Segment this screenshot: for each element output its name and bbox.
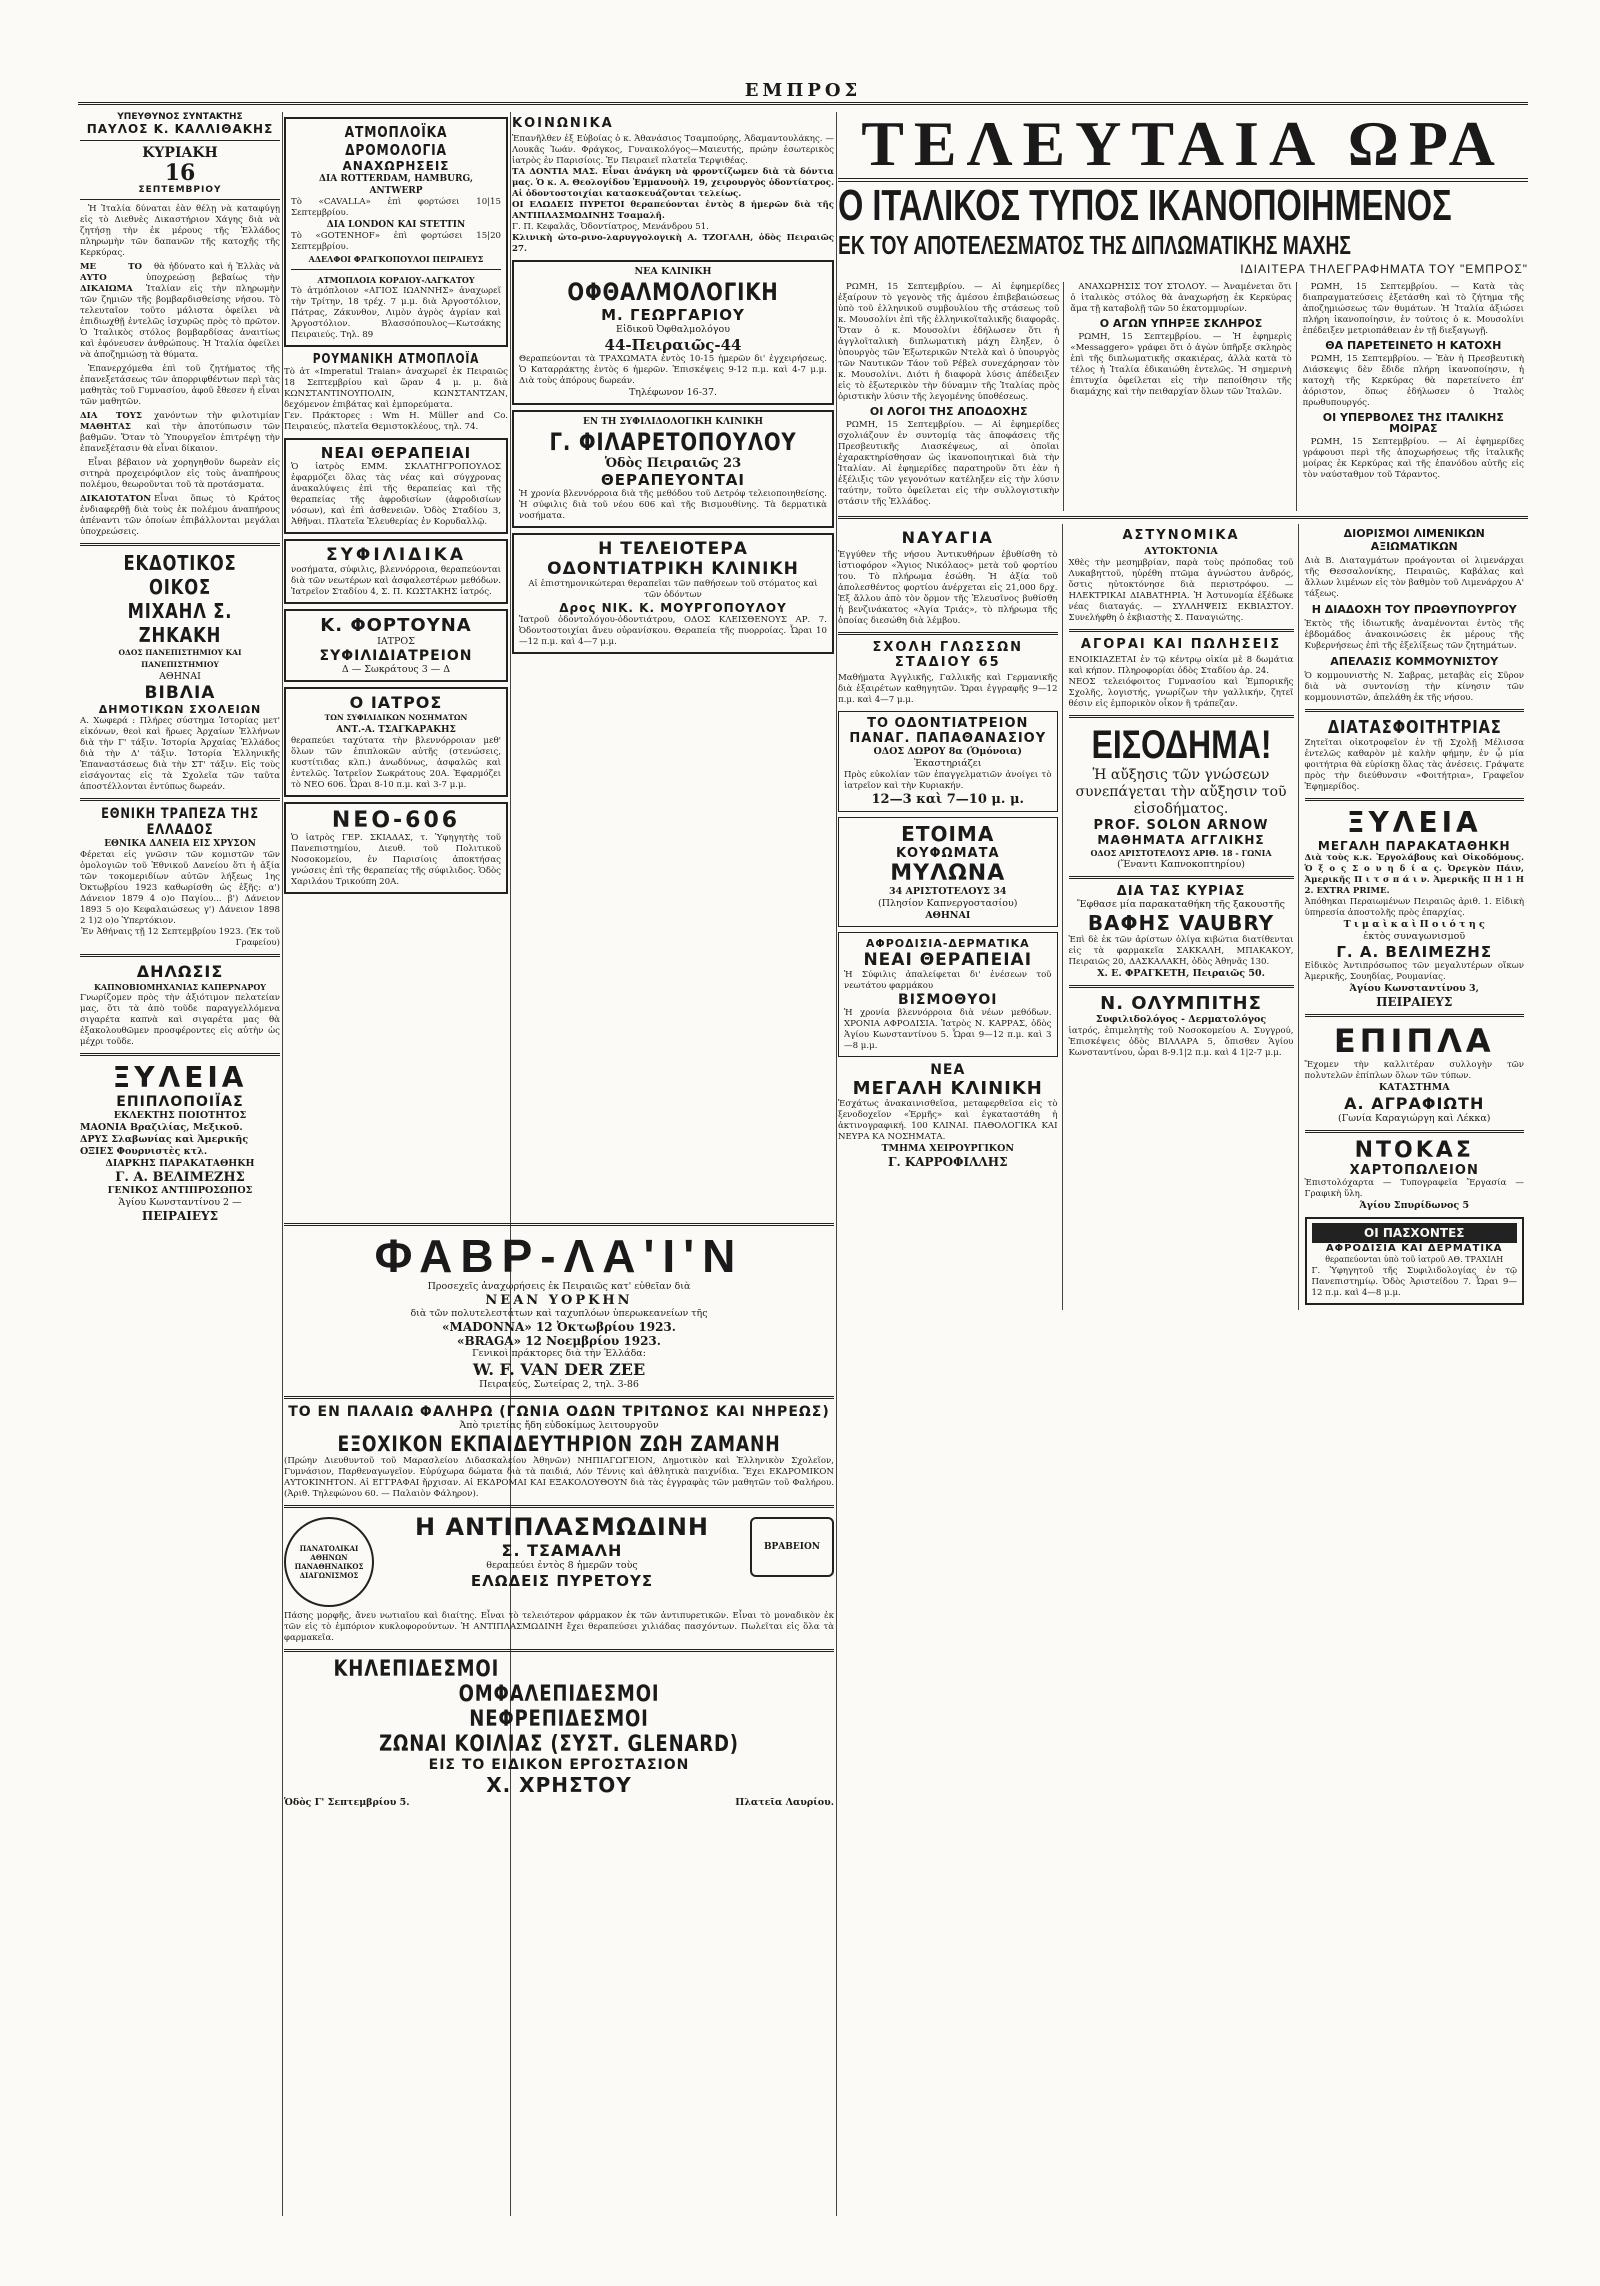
- wood-line: ΟΞΙΕΣ Φουρνιστὲς κτλ.: [80, 1146, 208, 1157]
- furniture-ad: [1305, 1022, 1525, 1125]
- editorial-paragraph: Εἶναι βέβαιον νὰ χορηγηθοῦν δωρεὰν εἰς σιτηρὰ προχειρόφιλον εἰς τοὺς ἀναπήρους πολέμου, θεωροῦνται τοῦ τὰ προτάσματα.: [80, 458, 280, 490]
- editorial-notes: [80, 204, 280, 538]
- neo606-body: Ὁ ἰατρὸς ΓΕΡ. ΣΚΙΑΔΑΣ, τ. Ὑφηγητὴς τοῦ Πανεπιστημίου, Διευθ. τοῦ Πολιτικοῦ Νοσοκομείου, ἐν Παρισίοις ἀποκτήσας γνώσεις ἐπὶ τῆς θεραπείας τῆς σύφιλιδος. Ὁδὸς Χαριλάου Τρικούπη 20Α.: [291, 833, 501, 887]
- dental-office-address: ΟΔΟΣ ΔΩΡΟΥ 8α (Ὁμόνοια): [873, 746, 1022, 757]
- main-headline: Ο ΙΤΑΛΙΚΟΣ ΤΥΠΟΣ ΙΚΑΝΟΠΟΙΗΜΕΝΟΣ: [838, 181, 1452, 230]
- editorial-paragraph: Ἐπανερχόμεθα ἐπὶ τοῦ ζητήματος τῆς ἐπανεξετάσεως τῶν ἀπορριφθέντων περὶ τὰς μαθητὰς τοῦ Γυμνασίου, ἀφοῦ ἔθεσεν ἡ εἶναι τῶν μαθητῶν.: [80, 364, 280, 407]
- fabre-line: διὰ τῶν πολυτελεστάτων καὶ ταχυπλόων ὑπερωκεανείων τῆς: [410, 1308, 708, 1319]
- social-item: ΤΑ ΔΟΝΤΙΑ ΜΑΣ. Εἶναι ἀνάγκη νὰ φροντίζωμεν διὰ τὰ δόντια μας. Ὁ κ. Α. Θεολογίδου Ἐμμανουὴλ 19, χειρουργὸς ὀδοντίατρος. Αἱ ὁδοντοστοιχίαι κατασκευάζονται τελείως.: [512, 167, 834, 199]
- glenard-line: ΖΩΝΑΙ ΚΟΙΛΙΑΣ (ΣΥΣΤ. GLENARD): [379, 1732, 739, 1757]
- shipping-title: ΑΤΜΟΠΛΟΪΚΑ ΔΡΟΜΟΛΟΓΙΑ: [344, 123, 448, 159]
- aphro-title: ΑΦΡΟΔΙΣΙΑ-ΔΕΡΜΑΤΙΚΑ: [865, 937, 1030, 950]
- dental-office-doctor: ΠΑΝΑΓ. ΠΑΠΑΘΑΝΑΣΙΟΥ: [849, 731, 1047, 746]
- vaubry-body: Ἐπὶ δὲ ἐκ τῶν ἀρίστων ὀλίγα κιβώτια διατίθενται εἰς τὰ φαρμακεῖα ΣΑΚΚΑΛΗ, ΜΠΑΚΑΚΟΥ, Πειραιῶς 20, ΔΑΣΚΑΛΑΚΗ, ὁδὸς Ἀθηνᾶς 130.: [1068, 935, 1294, 967]
- wood2-body: Ἀπόθηκαι Περαιωμένων Πειραιῶς ἀριθ. 1. Εἰδικὴ ὑπηρεσία ἀποστολῆς πρὸς ἐπαρχίας.: [1304, 897, 1524, 918]
- classifieds-title: ΑΓΟΡΑΙ ΚΑΙ ΠΩΛΗΣΕΙΣ: [1080, 637, 1282, 652]
- publisher-body: Α. Χωφερά : Πλήρες σύστημα Ἱστορίας μετ' εἰκόνων, θεοὶ καὶ ἥρωες Ἀρχαίων Ἑλλήνων διὰ τὴν Γ' τάξιν. Ἱστορία Ἀρχαίας Ἑλλάδος διὰ τὴν Δ' τάξιν. Ἱστορία Ἑλληνικῆς Ἐπαναστάσεως διὰ τὴν ΣΤ' τάξιν. Εἰς τοὺς εἰσάγοντας εἰς τὰ Σχολεῖα τῶν ταῦτα ἀποστέλλονται ἐντύπως δωρεάν.: [80, 716, 280, 792]
- ntokas-ad: [1305, 1138, 1525, 1212]
- dental-clinic-ad: [512, 533, 834, 654]
- publisher-city: ΑΘΗΝΑΙ: [159, 671, 201, 682]
- news-section-title: Ο ΑΓΩΝ ΥΠΗΡΞΕ ΣΚΛΗΡΟΣ: [1099, 317, 1263, 330]
- bank-title: ΕΘΝΙΚΗ ΤΡΑΠΕΖΑ ΤΗΣ ΕΛΛΑΔΟΣ: [101, 806, 259, 838]
- filaretou-address: Ὁδὸς Πειραιῶς 23: [604, 456, 742, 471]
- new-clinic-sub: ΤΜΗΜΑ ΧΕΙΡΟΥΡΓΙΚΟΝ: [881, 1143, 1015, 1154]
- publisher-ad: [80, 551, 280, 793]
- editor-box: [80, 112, 280, 200]
- aphro-body: Ἡ χρονία βλεννόρροια διὰ νέων μεθόδων. ΧΡΟΝΙΑ ΑΦΡΟΔΙΣΙΑ. Ἰατρὸς Ν. ΚΑΡΡΑΣ, ὁδὸς Ἀγίου Κωνσταντίνου 5. Ὧραι 9—12 π.μ. καὶ 3—8 μ.μ.: [844, 1008, 1052, 1051]
- doctor-subtitle: ΤΩΝ ΣΥΦΙΛΙΔΙΚΩΝ ΝΟΣΗΜΑΤΩΝ: [324, 713, 468, 722]
- ntokas-address: Ἁγίου Σπυρίδωνος 5: [1359, 1200, 1470, 1211]
- vaubry-pre: ΔΙΑ ΤΑΣ ΚΥΡΙΑΣ: [1116, 884, 1246, 899]
- ready-frames-ad: [838, 817, 1058, 927]
- glenard-line: ΟΜΦΑΛΕΠΙΔΕΣΜΟΙ: [458, 1682, 660, 1707]
- declaration-title: ΔΗΛΩΣΙΣ: [136, 962, 224, 981]
- filaretou-title: Γ. ΦΙΛΑΡΕΤΟΠΟΥΛΟΥ: [549, 428, 797, 456]
- news-paragraph: ΡΩΜΗ, 15 Σεπτεμβρίου. — Αἱ ἐφημερίδες ἐξαίρουν τὸ γεγονὸς τῆς ἀμέσου ἐπιβεβαιώσεως ὑπὸ τοῦ ἐλληνικοῦ συμβουλίου τῆς στάσεως τοῦ κ. Μουσολίνι ἐπὶ τῆς ἐλληνικοϊταλικῆς διαφορᾶς. Ὅταν ὁ κ. Μουσολίνι ἐδήλωσεν ὅτι ἡ ἀγγλοϊταλικὴ διπλωματικὴ μάχη ἔληξεν, ὁ ὑπουργὸς τῶν Ἐξωτερικῶν Ντελὰ καὶ ὁ ὑπουργὸς τῶν Ναυτικῶν Τάον τοῦ Ρέβελ συνεχάρησαν τὸν κ. Μουσολίνι. Διότι ἡ διαφορὰ λύσις ἀπέδειξεν εἰς τὸ ἐξωτερικὸν τὴν δύναμιν τῆς Ἰταλίας πρὸς ὁριστικὴν λύσιν τῆς λεγομένης ὑποθέσεως.: [838, 282, 1060, 402]
- student-board-title: ΔΙΑΤΑΣΦΟΙΤΗΤΡΙΑΣ: [1327, 717, 1502, 738]
- appointments-body: Ὁ κομμουνιστὴς Ν. Σαβρας, μεταβὰς εἰς Σῦρον διὰ νὰ συντονίσῃ τὴν κίνησιν τῶν κομμουνιστῶν, ἀπελάθη ἐκ τῆς νήσου.: [1304, 671, 1524, 703]
- glenard-square: Πλατεῖα Λαυρίου.: [735, 1797, 834, 1808]
- month-name: ΣΕΠΤΕΜΒΡΙΟΥ: [138, 185, 222, 195]
- dental-office-title: ΤΟ ΟΔΟΝΤΙΑΤΡΕΙΟΝ: [867, 716, 1029, 731]
- new-clinic-body: Ἐσχάτως ἀνακαινισθεῖσα, μεταφερθεῖσα εἰς τὸ ξενοδοχεῖον «Ἑρμῆς» καὶ ἐγκαταστάθη ἡ ἀκτινογραφική. 100 ΚΛΙΝΑΙ. ΠΑΘΟΛΟΓΙΚΑ ΚΑΙ ΝΕΥΡΑ ΚΑ ΝΟΣΗΜΑΤΑ.: [838, 1099, 1058, 1142]
- column-rule: [836, 112, 837, 2216]
- glenard-address: Ὁδὸς Γ' Σεπτεμβρίου 5.: [284, 1797, 410, 1808]
- masthead: [78, 80, 1528, 105]
- responsible-label: ΥΠΕΥΘΥΝΟΣ ΣΥΝΤΑΚΤΗΣ: [117, 112, 243, 122]
- news-section-title: ΟΙ ΥΠΕΡΒΟΛΕΣ ΤΗΣ ΙΤΑΛΙΚΗΣ ΜΟΙΡΑΣ: [1322, 411, 1504, 435]
- syphilis-title: ΣΥΦΙΛΙΔΙΚΑ: [326, 545, 466, 565]
- declaration-subtitle: ΚΑΠΝΟΒΙΟΜΗΧΑΝΙΑΣ ΚΑΠΕΡΝΑΡΟΥ: [93, 982, 267, 992]
- romanian-agent: Γεν. Πράκτορες : Wm H. Müller and Co. Πειραιεύς, πλατεῖα Θεμιστοκλέους, τηλ. 74.: [284, 411, 508, 432]
- eye-clinic-doctor: Μ. ΓΕΩΡΓΑΡΙΟΥ: [601, 306, 745, 324]
- new-clinic-title: ΜΕΓΑΛΗ ΚΛΙΝΙΚΗ: [852, 1078, 1043, 1099]
- news-paragraph: ΡΩΜΗ, 15 Σεπτεμβρίου. — Κατὰ τὰς διαπραγματεύσεις ἐξετάσθη καὶ τὸ ζήτημα τῆς ἀποζημιώσεως τῶν θυμάτων. Ἡ Ἰταλία ἀξιώσει πλήρη ἱκανοποίησιν, ἐν τούτοις ὁ κ. Μουσολίνι ἐπέδειξεν μετριοπάθειαν ἐν τῇ διεξαγωγῇ.: [1302, 282, 1524, 336]
- shipping-route: ΔΙΑ ROTTERDAM, HAMBURG, ANTWERP: [319, 174, 473, 196]
- shipping-route: ΔΙΑ LONDON ΚΑΙ STETTIN: [326, 220, 466, 230]
- filaretou-pre: ΕΝ ΤΗ ΣΥΦΙΛΙΔΟΛΟΓΙΚΗ ΚΛΙΝΙΚΗ: [582, 417, 764, 427]
- wood2-body: Διὰ τοὺς κ.κ. Ἐργολάβους καὶ Οἰκοδόμους. Ὁ ξ ο ς Σ ο υ η δ ί α ς. Ὀρεγκὸν Πάιν, Ἀμερικῆς Π ι τ σ π ά ι ν. Ἀμερικῆς ΙΙ Η 1 Η 2. EXTRA PRIME.: [1304, 853, 1524, 896]
- bank-signature: Ἐν Ἀθήναις τῇ 12 Σεπτεμβρίου 1923. (Ἐκ τοῦ Γραφείου): [81, 927, 280, 948]
- dental-subtitle: Αἱ ἐπιστημονικώτεραι θεραπεῖαι τῶν παθήσεων τοῦ στόματος καὶ τῶν ὀδόντων: [528, 579, 818, 600]
- zamani-body: (Πρώην Διευθυντοῦ τοῦ Μαρασλείου Διδασκαλείου Ἀθηνῶν) ΝΗΠΙΑΓΩΓΕΙΟΝ, Δημοτικὸν καὶ Ἑλληνικὸν Σχολεῖον, Γυμνάσιον, Παρθεναγωγεῖον. Εὐρύχωρα δώματα διὰ τὰ παιδιά, Λόν Τέννις καὶ ἀθλητικὰ παιχνίδια. Ἔχει ΕΚΔΡΟΜΙΚΟΝ ΑΥΤΟΚΙΝΗΤΟΝ. Αἱ ΕΓΓΡΑΦΑΙ ἤρχισαν. Αἱ ΕΚΔΡΟΜΑΙ ΚΑΙ ΕΞΑΚΟΛΟΥΘΟΥΝ διὰ τὰς ἐγγραφὰς τῶν μαθητῶν τοῦ Φαλήρου. (Ἀριθ. Τηλεφώνου 60. — Παλαιὸν Φάληρον).: [284, 1456, 834, 1499]
- filaretou-ad: [512, 410, 834, 528]
- ready-city: ΑΘΗΝΑΙ: [925, 910, 971, 921]
- doctor-body: θεραπεύει ταχύτατα τὴν βλεννόρροιαν μεθ' ὅλων τῶν ἐπιπλοκῶν αὐτῆς (στενώσεις, κυστίτιδας κλπ.) ἀνωδύνως, ἀσφαλῶς καὶ ἐντελῶς. Ἰατρεῖον Σωκράτους 20Α. Ἐφαρμόζει τὸ ΝΕΟ 606. Ὧραι 8-10 π.μ. καὶ 3-7 μ.μ.: [291, 736, 501, 790]
- neo606-ad: [284, 802, 508, 894]
- income-address2: (Ἔναντι Καπνοκοπτηρίου): [1117, 859, 1245, 870]
- vaubry-sign: Χ. Ε. ΦΡΑΓΚΕΤΗ, Πειραιῶς 50.: [1097, 968, 1265, 979]
- syphilis-ad: [284, 539, 508, 604]
- syphilis-body: νοσήματα, σύφιλις, βλεννόρροια, θεραπεύονται διὰ τῶν νεωτέρων καὶ ἀσφαλεστέρων μεθόδων. Ἰατρεῖον Σταδίου 4, Σ. Π. ΚΩΣΤΑΚΗΣ ἰατρός.: [291, 565, 501, 597]
- wood2-note: ἐκτὸς συναγωνισμοῦ: [1363, 931, 1466, 942]
- wood-line: ΜΑΟΝΙΑ Βραζιλίας, Μεξικοῦ.: [80, 1122, 243, 1133]
- side-heading: ΜΕ ΤΟ ΑΥΤΟ ΔΙΚΑΙΩΜΑ: [80, 262, 142, 294]
- appointments-title: ΔΙΟΡΙΣΜΟΙ ΛΙΜΕΝΙΚΩΝ ΑΞΙΩΜΑΤΙΚΩΝ: [1343, 527, 1485, 553]
- ntokas-title: ΝΤΟΚΑΣ: [1354, 1138, 1474, 1163]
- wood-owner: Γ. Α. ΒΕΛΙΜΕΖΗΣ: [115, 1170, 245, 1185]
- news-paragraph: ΑΝΑΧΩΡΗΣΙΣ ΤΟΥ ΣΤΟΛΟΥ. — Ἀναμένεται ὅτι ὁ ἰταλικὸς στόλος θὰ ἀναχωρήσῃ ἐκ Κερκύρας ἅμα τῇ καταβολῇ τῶν 50 ἑκατομμυρίων.: [1070, 282, 1292, 314]
- news-columns: [838, 282, 1528, 511]
- news-section-title: ΟΙ ΛΟΓΟΙ ΤΗΣ ΑΠΟΔΟΧΗΣ: [869, 405, 1028, 418]
- furniture-body: Ἔχομεν τὴν καλλιτέραν συλλογὴν τῶν πολυτελῶν ἐπίπλων ὅλων τῶν τύπων.: [1304, 1060, 1524, 1081]
- dental-office-ad: [838, 711, 1058, 812]
- dental-office-sub: Ἐκαστηριάζει: [914, 758, 982, 769]
- aphrodisia-ad: [838, 932, 1058, 1057]
- wood-line: ΔΡΥΣ Σλαβωνίας καὶ Ἀμερικῆς: [80, 1134, 249, 1145]
- column-2: [284, 112, 508, 2216]
- fortouna-role: ΙΑΤΡΟΣ: [377, 636, 415, 647]
- furniture-sub: ΚΑΤΑΣΤΗΜΑ: [1378, 1082, 1450, 1093]
- aphro-drug: ΒΙΣΜΟΘΥΟΙ: [898, 992, 998, 1008]
- wood-market-ad: [1305, 806, 1525, 1009]
- fabre-line: Προσεχεῖς ἀναχωρήσεις ἐκ Πειραιῶς κατ' εὐθεῖαν διὰ: [427, 1281, 691, 1292]
- social-item: Γ. Π. Κεφαλᾶς, Ὀδοντίατρος, Μενάνδρου 51.: [512, 222, 709, 232]
- glenard-line: ΝΕΦΡΕΠΙΔΕΣΜΟΙ: [469, 1707, 649, 1732]
- column-1: [80, 112, 280, 2216]
- dental-office-body: Πρὸς εὐκολίαν τῶν ἐπαγγελματιῶν ἀνοίγει τὸ ἰατρεῖον καὶ τὴν Κυριακήν.: [844, 770, 1052, 791]
- dental-office-hours: 12—3 καὶ 7—10 μ. μ.: [871, 792, 1024, 807]
- ready-address: 34 ΑΡΙΣΤΟΤΕΛΟΥΣ 34: [888, 886, 1007, 897]
- column-rule: [510, 112, 511, 2216]
- award-seal-icon: [284, 1517, 374, 1607]
- wood2-price: Τ ι μ α ὶ κ α ὶ Π ο ι ό τ η ς: [1343, 919, 1485, 930]
- eye-clinic-title: ΟΦΘΑΛΜΟΛΟΓΙΚΗ: [567, 278, 779, 306]
- wood2-title: ΞΥΛΕΙΑ: [1346, 806, 1482, 839]
- ready-title: ΕΤΟΙΜΑ: [901, 822, 995, 846]
- fabre-agent: W. F. VAN DER ZEE: [472, 1360, 646, 1379]
- side-heading: ΔΙΑ ΤΟΥΣ ΜΑΘΗΤΑΣ: [80, 411, 142, 432]
- wood-line: ΓΕΝΙΚΟΣ ΑΝΤΙΠΡΟΣΩΠΟΣ: [107, 1185, 253, 1196]
- publisher-address: ΟΔΟΣ ΠΑΝΕΠΙΣΤΗΜΙΟΥ ΚΑΙ ΠΑΝΕΠΙΣΤΗΜΙΟΥ: [118, 648, 242, 669]
- income-title: ΕΙΣΟΔΗΜΑ!: [1091, 723, 1271, 767]
- eye-clinic-spec: Εἰδικοῦ Ὀφθαλμολόγου: [616, 324, 730, 335]
- olympitis-specialty: Συφιλιδολόγος - Δερματολόγος: [1095, 1014, 1267, 1025]
- publisher-title: ΕΚΔΟΤΙΚΟΣ ΟΙΚΟΣ: [123, 551, 237, 599]
- news-paragraph: ΡΩΜΗ, 15 Σεπτεμβρίου. — Αἱ ἐφημερίδες σχολιάζουν ἐν συντομίᾳ τὰς ἀποφάσεις τῆς Πρεσβευτικῆς Διασκέψεως, αἱ ὁποῖαι ἐχαρακτηρίσθησαν ὡς ἱκανοποιητικαὶ διὰ τὴν Ἰταλίαν. Αἱ ἐφημερίδες παρατηροῦν ὅτι ἐὰν ἡ ἐξέλιξις τῶν γεγονότων κατέληξεν εἰς τὴν λύσιν ταύτην, τοῦτο ὀφείλεται εἰς τὴν συλλογιστικὴν στάσιν τῆς Ἑλλάδος.: [838, 420, 1060, 507]
- news-section-title: ΘΑ ΠΑΡΕΤΕΙΝΕΤΟ Η ΚΑΤΟΧΗ: [1325, 339, 1502, 352]
- income-body: Ἡ αὔξησις τῶν γνώσεων συνεπάγεται τὴν αὔξησιν τοῦ εἰσοδήματος.: [1075, 767, 1287, 817]
- fabre-address: Πειραιεύς, Σωτείρας 2, τηλ. 3-86: [479, 1379, 639, 1390]
- wood2-body: Εἰδικὸς Ἀντιπρόσωπος τῶν μεγαλυτέρων οἴκων Ἀμερικῆς, Σουηδίας, Ρουμανίας.: [1304, 961, 1524, 982]
- antiplasm-sub: θεραπεύει ἐντὸς 8 ἡμερῶν τοὺς: [486, 1560, 638, 1571]
- day-name: ΚΥΡΙΑΚΗ: [142, 145, 218, 161]
- antiplasmodine-ad: [284, 1513, 834, 1611]
- declaration-body: Γνωρίζομεν πρὸς τὴν ἀξιότιμον πελατείαν μας, ὅτι τὰ ἀπὸ τοῦδε παραγγελλόμενα σιγαρέτα καπνὰ καὶ σιγαρέτα μας θὰ ἐξακολουθῶμεν προσφέροντες εἰς αὐτὴν ὡς μέχρι τοῦδε.: [80, 993, 280, 1047]
- glenard-line: ΕΙΣ ΤΟ ΕΙΔΙΚΟΝ ΕΡΓΟΣΤΑΣΙΟΝ: [428, 1757, 690, 1773]
- wood2-city: ΠΕΙΡΑΙΕΥΣ: [1376, 995, 1453, 1009]
- wood-ad: [80, 1061, 280, 1223]
- vaubry-ad: [1069, 884, 1294, 980]
- olympitis-name: Ν. ΟΛΥΜΠΙΤΗΣ: [1100, 993, 1262, 1014]
- eye-clinic-phone: Τηλέφωνον 16-37.: [628, 387, 718, 398]
- therapy-title: ΝΕΑΙ ΘΕΡΑΠΕΙΑΙ: [320, 444, 472, 462]
- new-clinic-ad: [838, 1062, 1058, 1169]
- bank-body: Φέρεται εἰς γνῶσιν τῶν κομιστῶν τῶν ὁμολογιῶν τοῦ Ἐθνικοῦ Δανείου ὅτι ἡ ἀξία τῶν τοκομεριδίων αὐτῶν λήξεως 1ης Ὀκτωβρίου 1923 καθωρίσθη ὡς ἑξῆς: α') Δάνειον 1879 4 ο)ο Παγίου... β') Δάνειον 1893 5 ο)ο Κεφαλαιώσεως γ') Δάνειον 1898 2 1)2 ο)ο Ὑπερτόκιον.: [80, 850, 280, 926]
- glenard-ad: [284, 1657, 834, 1809]
- news-paragraph: ΡΩΜΗ, 15 Σεπτεμβρίου. — Αἱ ἐφημερίδες γράφουσι περὶ τῆς ἀποχωρήσεως τῆς ἰταλικῆς μοίρας ἐκ Κερκύρας καὶ τῆς ἐπανόδου αὐτῆς εἰς τὸν ναύσταθμον τοῦ Τάραντος.: [1302, 437, 1524, 480]
- income-professor: PROF. SOLON ARNOW: [1093, 818, 1269, 833]
- eye-clinic-body: Θεραπεύονται τὰ ΤΡΑΧΩΜΑΤΑ ἐντὸς 10-15 ἡμερῶν δι' ἐγχειρήσεως. Ὁ Καταρράκτης ἐντὸς 6 ἡμερῶν. Ἐπισκέψεις 9-12 π.μ. καὶ 4-7 μ.μ. Διὰ τοὺς ἀπόρους δωρεάν.: [519, 354, 827, 386]
- column-rule: [282, 112, 283, 2216]
- fortouna-address: Δ — Σωκράτους 3 — Δ: [341, 664, 451, 675]
- sufferers-body: Γ. Ὑφηγητοῦ τῆς Συφιλιδολογίας ἐν τῷ Πανεπιστημίῳ. Ὁδὸς Ἀριστείδου 7. Ὧραι 9—12 π.μ. καὶ 4—8 μ.μ.: [1311, 1266, 1517, 1298]
- declaration-notice: [80, 962, 280, 1048]
- social-item: ΟΙ ΕΛΩΔΕΙΣ ΠΥΡΕΤΟΙ θεραπεύονται ἐντὸς 8 ἡμερῶν διὰ τῆς ΑΝΤΙΠΛΑΣΜΩΔΙΝΗΣ Τσαμαλῆ.: [512, 200, 834, 221]
- zamani-location: ΤΟ ΕΝ ΠΑΛΑΙΩ ΦΑΛΗΡΩ (ΓΩΝΙΑ ΟΔΩΝ ΤΡΙΤΩΝΟΣ ΚΑΙ ΝΗΡΕΩΣ): [288, 1404, 830, 1420]
- last-hour-title: ΤΕΛΕΥΤΑΙΑ ΩΡΑ: [838, 112, 1528, 182]
- antiplasm-disease: ΕΛΩΔΕΙΣ ΠΥΡΕΤΟΥΣ: [470, 1572, 654, 1590]
- social-item: Κλινικὴ ὠτο-ρινο-λαρυγγολογικὴ Α. ΤΖΟΓΑΛΗ, ὁδὸς Πειραιῶς 27.: [512, 233, 834, 254]
- new-clinic-doctor: Γ. ΚΑΡΡΟΦΙΛΛΗΣ: [887, 1155, 1008, 1169]
- editorial-paragraph: Εἶναι ὅπως τὸ Κράτος ἐνδιαφερθῇ διὰ τοὺς ἐκ πολέμου ἀναπήρους ἀπέναντι τῶν ὁποίων ἐπιβάλλονται μεγάλαι ὑποχρεώσεις.: [80, 494, 280, 537]
- student-board-body: Ζητεῖται οἰκοτροφεῖον ἐν τῇ Σχολῇ Μέλισσα ἐντελῶς καθαρὸν μὲ καλὴν φήμην, ἐν ᾧ μία φοιτήτρια θὰ εὑρίσκῃ ὅλας τὰς ἀνέσεις. Γράψατε πρὸς τὴν διεύθυνσιν «Φοιτήτρια», Γραφεῖον Ἐφημερίδος.: [1304, 738, 1524, 792]
- fabre-line: Γενικοὶ πράκτορες διὰ τὴν Ἑλλάδα:: [472, 1348, 646, 1359]
- furniture-title: ΕΠΙΠΛΑ: [1333, 1022, 1495, 1060]
- shipwrecks-body: Ἐγγύθεν τῆς νήσου Ἀντικυθήρων ἐβυθίσθη τὸ ἱστιοφόρον «Ἅγιος Νικόλαος» μετὰ τοῦ φορτίου του. Τὸ πλήρωμα ἐσώθη. Ἡ ἀξία τοῦ ἀπολεσθέντος φορτίου ἀνέρχεται εἰς 21,000 δρχ. Ἐξ ἄλλου ἀπὸ τὸν ὅρμον τῆς Ἐλευσῖνος βυθίσθη ἡ βενζινάκατος «Ἀγία Τριάς», τὸ πλήρωμα τῆς ὁποίας διεσώθη διὰ λέμβου.: [838, 550, 1058, 626]
- wood2-address: Ἁγίου Κωνσταντίνου 3,: [1349, 983, 1479, 994]
- classified-item: ΕΝΟΙΚΙΑΖΕΤΑΙ ἐν τῷ κέντρῳ οἰκία μὲ 8 δωμάτια καὶ κήπον. Πληροφορίαι ὁδὸς Σταδίου ἀρ. 24.: [1068, 655, 1294, 676]
- sufferers-doctor: θεραπεύονται ὑπὸ τοῦ ἰατροῦ ΑΘ. ΤΡΑΧΙΛΗ: [1325, 1255, 1504, 1264]
- glenard-line: ΚΗΛΕΠΙΔΕΣΜΟΙ: [333, 1657, 500, 1682]
- doctor-title: Ο ΙΑΤΡΟΣ: [349, 693, 443, 712]
- police-title: ΑΣΤΥΝΟΜΙΚΑ: [1122, 528, 1240, 543]
- sufferers-sub: ΑΦΡΟΔΙΣΙΑ ΚΑΙ ΔΕΡΜΑΤΙΚΑ: [1325, 1243, 1503, 1254]
- vaubry-title: ΒΑΦΗΣ VAUBRY: [1087, 911, 1275, 935]
- social-item: Ἐπανῆλθεν ἐξ Εὐβοίας ὁ κ. Ἀθανάσιος Τσαμπούρης, Ἀδαμαντουλάκης. — Λουκᾶς Ἰωάν. Φράγκος, Γυναικολόγος—Μαιευτής, πρώην ἐσωτερικὸς ἰατρὸς ἐν Παρισίοις. Ἐν Πειραιεῖ πλατεῖα Τερψιθέας.: [512, 134, 834, 166]
- furniture-address: (Γωνία Καραγιώργη καὶ Λέκκα): [1338, 1113, 1491, 1124]
- glenard-maker: Χ. ΧΡΗΣΤΟΥ: [486, 1773, 632, 1797]
- main-subheadline: ΕΚ ΤΟΥ ΑΠΟΤΕΛΕΣΜΑΤΟΣ ΤΗΣ ΔΙΠΛΩΜΑΤΙΚΗΣ ΜΑΧΗΣ: [838, 230, 1351, 260]
- shipping-entry: Τὸ ἀτμόπλοιον «ΑΓΙΟΣ ΙΩΑΝΝΗΣ» ἀναχωρεῖ τὴν Τρίτην, 18 τρέχ. 7 μ.μ. διὰ Ἀργοστόλιον, Πάτρας, Ζάκυνθον, Λιμὸν ἀγρὸς ἀγρίαν καὶ Ἀργοστόλιον. Βλασσόπουλος—Κωτσάκης Πειραιεύς. Τηλ. 89: [291, 286, 501, 340]
- sufferers-title: ΟΙ ΠΑΣΧΟΝΤΕΣ: [1312, 1223, 1518, 1243]
- wood-address: Ἁγίου Κωνσταντίνου 2 —: [118, 1197, 242, 1208]
- therapy-body: Ὁ ἰατρὸς ΕΜΜ. ΣΚΛΑΤΗΓΡΟΠΟΥΛΟΣ ἐφαρμόζει ὅλας τὰς νέας καὶ σύγχρονας ἀνακαλύψεις ἐπὶ τῆς θεραπείας καὶ τῆς θεραπείας τῆς ἀφροδισίων (ἀφροδισίων νόσων), καὶ ἐπὶ ἀσθενειῶν. Ὁδὸς Σταδίου 3, Ἀθῆναι. Πλατεῖα Ἐλευθερίας ἐν Κορυδαλλῷ.: [291, 462, 501, 527]
- doctor-ad: [284, 687, 508, 797]
- income-address: ΟΔΟΣ ΑΡΙΣΤΟΤΕΛΟΥΣ ΑΡΙΘ. 18 - ΓΩΝΙΑ: [1090, 848, 1272, 858]
- wood-subtitle: ΕΠΙΠΛΟΠΟΙΪΑΣ: [116, 1094, 244, 1110]
- ntokas-body: Ἐπιστολόχαρτα — Τυπογραφεῖα Ἔργασία — Γραφικὴ ὕλη.: [1304, 1178, 1524, 1199]
- fortouna-clinic: ΣΥΦΙΛΙΔΙΑΤΡΕΙΟΝ: [319, 648, 473, 664]
- antiplasm-body: Πάσης μορφῆς, ἄνευ νωτιαῖου καὶ διαίτης. Εἶναι τὸ τελειότερον φάρμακον ἐκ τῶν ἀντιπυρετικῶν. Εἶναι τὸ μοναδικὸν ἐκ τῶν εἰς τὸ ἐμπόριον κυκλοφορούντων. Ἡ ΑΝΤΙΠΛΑΣΜΩΔΙΝΗ ἔχει θεραπεύσει χιλιάδας πασχόντων. Πωλεῖται εἰς ὅλα τὰ φαρμακεῖα.: [284, 1611, 834, 1643]
- zamani-name: ΕΞΟΧΙΚΟΝ ΕΚΠΑΙΔΕΥΤΗΡΙΟΝ ΖΩΗ ΖΑΜΑΝΗ: [337, 1432, 781, 1456]
- appointments-body: Διὰ Β. Διαταγμάτων προάγονται οἱ λιμενάρχαι τῆς Θεσσαλονίκης, Πειραιῶς, Καβάλας καὶ ἄλλων λιμένων εἰς τὸν βαθμὸν τοῦ Λιμενάρχου Α' τάξεως.: [1304, 556, 1524, 599]
- language-school-title: ΣΧΟΛΗ ΓΛΩΣΣΩΝ ΣΤΑΔΙΟΥ 65: [872, 640, 1023, 670]
- bank-notice: [80, 806, 280, 949]
- shipping-subtitle: ΑΝΑΧΩΡΗΣΕΙΣ: [342, 159, 450, 173]
- income-lessons: ΜΑΘΗΜΑΤΑ ΑΓΓΛΙΚΗΣ: [1097, 833, 1265, 847]
- news-paragraph: ΡΩΜΗ, 15 Σεπτεμβρίου. — Ἐὰν ἡ Πρεσβευτικὴ Διάσκεψις δὲν ἔδιδε πλήρη ἱκανοποίησιν, ἡ κατοχὴ τῆς Κερκύρας θὰ παρετείνετο ἐπ' ἀόριστον, ὅπως ἐδήλωσεν ὁ Ἰταλὸς πρωθυπουργός.: [1302, 354, 1524, 408]
- wood-title: ΞΥΛΕΙΑ: [112, 1061, 248, 1094]
- shipwrecks-title: ΝΑΥΑΓΙΑ: [901, 528, 994, 547]
- antiplasm-title: Η ΑΝΤΙΠΛΑΣΜΩΔΙΝΗ: [415, 1513, 709, 1541]
- eye-clinic-pre: ΝΕΑ ΚΛΙΝΙΚΗ: [634, 266, 712, 277]
- column-4: [838, 112, 1528, 2216]
- fabre-title: ΦΑΒΡ-ΛΑ'Ι'Ν: [374, 1230, 744, 1282]
- shipping-entry: Τὸ «CAVALLA» ἐπὶ φορτώσει 10|15 Σεπτεμβρίου.: [291, 197, 501, 218]
- ready-maker: ΜΥΛΩΝΑ: [890, 861, 1006, 886]
- social-news: [512, 116, 834, 255]
- telegrams-label: ΙΔΙΑΙΤΕΡΑ ΤΗΛΕΓΡΑΦΗΜΑΤΑ ΤΟΥ "ΕΜΠΡΟΣ": [1240, 262, 1528, 276]
- police-sub: ΑΥΤΟΚΤΟΝΙΑ: [1144, 546, 1218, 557]
- award-label: ΒΡΑΒΕΙΟΝ: [763, 1542, 821, 1552]
- romanian-title: ΡΟΥΜΑΝΙΚΗ ΑΤΜΟΠΛΟΪΑ: [312, 352, 480, 367]
- appointments-body: Ἐκτὸς τῆς ἰδιωτικῆς ἀναμένονται ἐντὸς τῆς ἑβδομάδος ἀνακοινώσεις ἐκ μέρους τῆς Κυβερνήσεως ἐπὶ τῆς ἐξελίξεως τῶν ζητημάτων.: [1304, 619, 1524, 651]
- classified-item: ΝΕΟΣ τελειόφοιτος Γυμνασίου καὶ Ἐμπορικῆς Σχολῆς, λογιστής, γνωρίζων τὴν γαλλικήν, ζητεῖ θέσιν εἰς ἐμπορικὸν οἶκον ἢ τράπεζαν.: [1068, 677, 1294, 709]
- award-seal-text: ΠΑΝΑΤΟΛΙΚΑΙ ΑΘΗΝΩΝ ΠΑΝΑΘΗΝΑΙΚΟΣ ΔΙΑΓΩΝΙΣΜΟΣ: [294, 1544, 364, 1580]
- shipping-route: ΑΤΜΟΠΛΟΙΑ ΚΟΡΔΙΟΥ-ΛΑΓΚΑΤΟΥ: [317, 275, 475, 285]
- wood-quality: ΕΚΛΕΚΤΗΣ ΠΟΙΟΤΗΤΟΣ: [113, 1110, 247, 1121]
- date-number: 16: [164, 160, 196, 186]
- fabre-sailing: «MADONNA» 12 Ὀκτωβρίου 1923.: [442, 1320, 676, 1334]
- wood2-sub: ΜΕΓΑΛΗ ΠΑΡΑΚΑΤΑΘΗΚΗ: [1317, 839, 1511, 853]
- editor-name: ΠΑΥΛΟΣ Κ. ΚΑΛΛΙΘΑΚΗΣ: [86, 122, 274, 136]
- aphro-body: Ἡ Σύφιλις ἀπαλείφεται δι' ἐνέσεων τοῦ νεωτάτου φαρμάκου: [844, 970, 1052, 991]
- shipping-entry: Τὸ «GOTENHOF» ἐπὶ φορτώσει 15|20 Σεπτεμβρίου.: [291, 231, 501, 252]
- eye-clinic-ad: [512, 260, 834, 405]
- wood-line: ΔΙΑΡΚΗΣ ΠΑΡΑΚΑΤΑΘΗΚΗ: [105, 1158, 255, 1169]
- schools-heading: ΔΗΜΟΤΙΚΩΝ ΣΧΟΛΕΙΩΝ: [98, 703, 262, 716]
- masthead-name: ΕΜΠΡΟΣ: [744, 80, 862, 101]
- police-body: Χθὲς τὴν μεσημβρίαν, παρὰ τοὺς πρόποδας τοῦ Λυκαβηττοῦ, ηὑρέθη πτῶμα ἀγνώστου ἀνδρός, ὅστις ηὐτοκτόνησε διὰ περιστρόφου. — ΗΛΕΚΤΡΙΚΑΙ ΔΙΑΒΑΤΗΡΙΑ. Ἡ Ἀστυνομία ἐξέδωκε νέας διαταγάς. — ΣΥΛΛΗΨΕΙΣ ΕΚΒΙΑΣΤΟΥ. Συνελήφθη ὁ ἐκβιαστὴς Σ. Παναγιώτης.: [1068, 558, 1294, 623]
- wood-city: ΠΕΙΡΑΙΕΥΣ: [141, 1209, 219, 1223]
- zamani-school-ad: [284, 1404, 834, 1500]
- editorial-paragraph: χανόντων τὴν φιλοτιμίαν καὶ τὴν ἀποτύπωσιν τῶν βαθμῶν. Ὅταν τὸ Ὑπουργεῖον ἐπιτρέψῃ τὴν ἐπανεξέτασιν θὰ εἶναι δίκαιον.: [80, 411, 280, 454]
- shipping-ad: [284, 117, 508, 347]
- olympitis-body: ἰατρός, ἐπιμελητὴς τοῦ Νοσοκομείου Α. Συγγρού, Ἐπισκέψεις ὁδὸς ΒΙΛΛΑΡΑ 5, ὄπισθεν Ἁγίου Κωνσταντίνου, ὧραι 8-9.1|2 π.μ. καὶ 4 1|2-7 μ.μ.: [1068, 1026, 1294, 1058]
- language-school-body: Μαθήματα Ἀγγλικῆς, Γαλλικῆς καὶ Γερμανικῆς διὰ ἐξαιρέτων καθηγητῶν. Ὥραι ἐγγραφῆς 9—12 π.μ. καὶ 4—7 μ.μ.: [838, 673, 1058, 705]
- eye-clinic-address: 44-Πειραιῶς-44: [604, 336, 742, 354]
- ready-sub: ΚΟΥΦΩΜΑΤΑ: [895, 846, 1000, 861]
- bank-subtitle: ΕΘΝΙΚΑ ΔΑΝΕΙΑ ΕΙΣ ΧΡΥΣΟΝ: [104, 839, 256, 849]
- award-badge-icon: [750, 1517, 834, 1577]
- fortouna-ad: [284, 609, 508, 682]
- filaretou-body: Ἡ χρονία βλεννόρροια διὰ τῆς μεθόδου τοῦ Δετρόφ τελειοποιηθείσης. Ἡ σύφιλις διὰ τοῦ νέου 606 καὶ τῆς Βισμουθίνης. Τὰ δερματικὰ νοσήματα.: [519, 489, 827, 521]
- publisher-name: ΜΙΧΑΗΛ Σ. ΖΗΚΑΚΗ: [127, 599, 233, 647]
- social-title: ΚΟΙΝΩΝΙΚΑ: [512, 116, 614, 131]
- shipping-agent: ΑΔΕΛΦΟΙ ΦΡΑΓΚΟΠΟΥΛΟΙ ΠΕΙΡΑΙΕΥΣ: [308, 254, 484, 264]
- appointments-sub: Η ΔΙΑΔΟΧΗ ΤΟΥ ΠΡΩΘΥΠΟΥΡΓΟΥ: [1311, 603, 1517, 616]
- new-therapies-ad: [284, 438, 508, 534]
- sufferers-ad: [1305, 1217, 1525, 1305]
- lower-columns: [838, 524, 1528, 1310]
- income-ad: [1069, 723, 1294, 871]
- new-clinic-pre: ΝΕΑ: [930, 1062, 966, 1078]
- appointments-sub: ΑΠΕΛΑΣΙΣ ΚΟΜΜΟΥΝΙΣΤΟΥ: [1330, 655, 1499, 668]
- furniture-owner: Α. ΑΓΡΑΦΙΩΤΗ: [1344, 1094, 1485, 1113]
- romanian-body: Τὸ ἀτ «Imperatul Traian» ἀναχωρεῖ ἐκ Πειραιῶς 18 Σεπτεμβρίου καὶ ὥραν 4 μ. μ. διὰ ΚΩΝΣΤΑΝΤΙΝΟΥΠΟΛΙΝ, ΚΩΝΣΤΑΝΤΖΑΝ, δεχόμενον ἐπιβάτας καὶ ἐμπορεύματα.: [284, 367, 508, 410]
- doctor-name: ΑΝΤ.-Α. ΤΣΑΓΚΑΡΑΚΗΣ: [336, 725, 456, 735]
- romanian-shipping-ad: [284, 352, 508, 433]
- editorial-paragraph: Ἡ Ἰταλία δύναται ἐὰν θέλῃ νὰ καταφύγῃ εἰς τὸ Διεθνὲς Δικαστήριον Χάγης διὰ νὰ ζητήσῃ τὴν ἐκ μέρους τῆς Ἑλλάδος πληρωμὴν τῶν δαπανῶν τῆς κατοχῆς τῆς Κερκύρας.: [80, 204, 280, 258]
- antiplasm-maker: Σ. ΤΣΑΜΑΛΗ: [501, 1541, 623, 1560]
- zamani-subtitle: Ἀπὸ τριετίας ἤδη εὐδοκίμως λειτουργοῦν: [459, 1420, 659, 1431]
- vaubry-body: Ἔφθασε μία παρακαταθήκη τῆς ξακουστῆς: [1077, 899, 1285, 910]
- column-3: [512, 112, 834, 1212]
- wood2-owner: Γ. Α. ΒΕΛΙΜΕΖΗΣ: [1336, 943, 1493, 961]
- dental-body: Ἰατροῦ ὀδοντολόγου-ὀδοντιάτρου, ΟΔΟΣ ΚΛΕΙΣΘΕΝΟΥΣ ΑΡ. 7. Ὀδοντοστοιχίαι ἄνευ οὐρανίσκου. Θεραπεία τῆς πυορροίας. Ὧραι 10—12 π.μ. καὶ 4—7 μ.μ.: [519, 615, 827, 647]
- news-paragraph: ΡΩΜΗ, 15 Σεπτεμβρίου. — Ἡ ἐφημερὶς «Messaggero» γράφει ὅτι ὁ ἀγὼν ὑπῆρξε σκληρὸς ἐπὶ τῆς διπλωματικῆς σκακιέρας, ἀλλὰ κατὰ τὸ τέλος ἡ Ἰταλία ἐδικαιώθη ἐντελῶς. Ἡ σημερινὴ ἐπιτυχία ὀφείλεται εἰς τὴν πεποίθησιν τῆς διαμάχης καὶ τὴν πειθαρχίαν ὅλων τῶν Ἰταλῶν.: [1070, 332, 1292, 397]
- fabre-line-ad: [284, 1218, 834, 1809]
- aphro-sub: ΝΕΑΙ ΘΕΡΑΠΕΙΑΙ: [863, 950, 1033, 970]
- editorial-paragraph: θὰ ἠδύνατο καὶ ἡ Ἑλλὰς νὰ ὑποχρεώσῃ βεβαίως τὴν Ἰταλίαν εἰς τὴν πληρωμὴν τῶν ζημιῶν τῆς βομβαρδισθείσης νήσου. Τὸ τελευταῖον τοῦτο μάλιστα ὀφείλει νὰ ἐπιδιωχθῇ ἐντελῶς ἰσχυρῶς πρὸς τὸ πρῶτον. Ὁ Ἰταλικὸς στόλος βομβαρδίσας ἀναιτίως καὶ ἐφόνευσεν ἀνθρώπους. Ἡ Ἰταλία ὀφείλει νὰ ἀποζημιώσῃ τὰ θύματα.: [80, 262, 280, 360]
- neo606-title: ΝΕΟ-606: [331, 808, 461, 833]
- fabre-destination: ΝΕΑΝ ΥΟΡΚΗΝ: [485, 1293, 633, 1308]
- dental-title: Η ΤΕΛΕΙΟΤΕΡΑ ΟΔΟΝΤΙΑΤΡΙΚΗ ΚΛΙΝΙΚΗ: [547, 539, 799, 579]
- side-heading: ΔΙΚΑΙΟΤΑΤΟΝ: [80, 494, 152, 504]
- fortouna-name: Κ. ΦΟΡΤΟΥΝΑ: [320, 615, 472, 636]
- olympitis-ad: [1069, 993, 1294, 1059]
- books-heading: ΒΙΒΛΙΑ: [144, 683, 216, 703]
- ready-near: (Πλησίον Καπνεργοστασίου): [878, 898, 1018, 909]
- filaretou-subtitle: ΘΕΡΑΠΕΥΟΝΤΑΙ: [601, 471, 745, 489]
- ntokas-sub: ΧΑΡΤΟΠΩΛΕΙΟΝ: [1349, 1163, 1479, 1178]
- fabre-sailing: «BRAGA» 12 Νοεμβρίου 1923.: [457, 1334, 661, 1348]
- dental-doctor: Δρος ΝΙΚ. Κ. ΜΟΥΡΓΟΠΟΥΛΟΥ: [559, 601, 787, 615]
